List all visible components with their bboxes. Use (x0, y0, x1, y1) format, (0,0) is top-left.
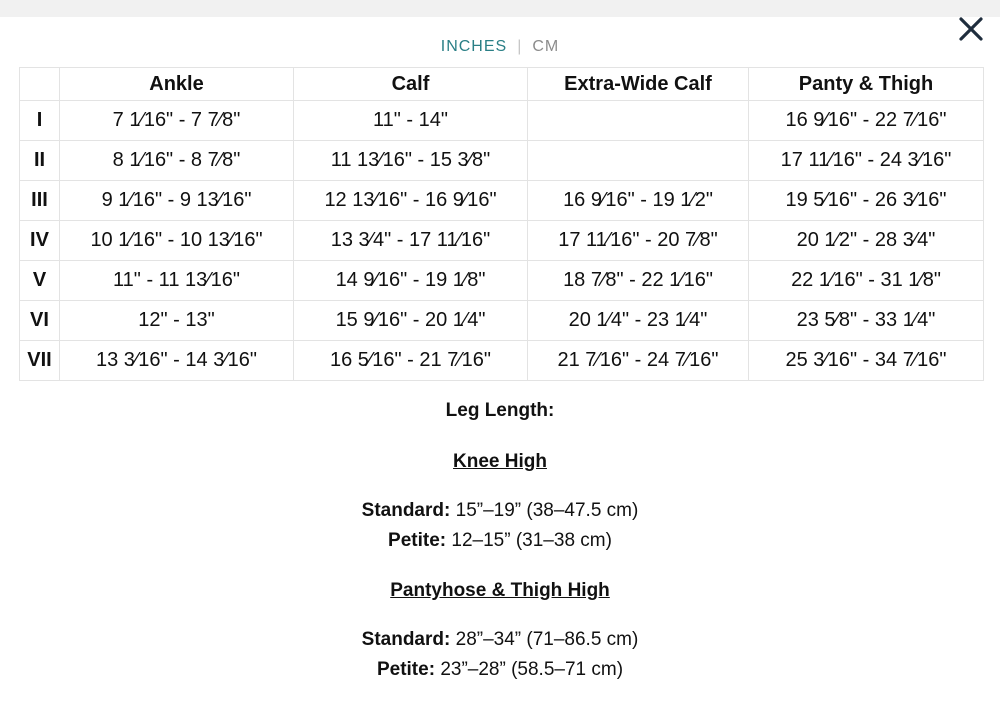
knee-high-heading: Knee High (453, 451, 547, 472)
table-cell: 18 7⁄8" - 22 1⁄16" (528, 261, 749, 301)
table-cell: 16 5⁄16" - 21 7⁄16" (294, 341, 528, 381)
table-row (20, 341, 984, 381)
table-row (20, 101, 984, 141)
table-row (20, 181, 984, 221)
pantyhose-thigh-high-heading: Pantyhose & Thigh High (390, 580, 610, 601)
size-label: IV (20, 221, 60, 261)
unit-cm-tab[interactable]: CM (532, 38, 560, 55)
table-cell: 15 9⁄16" - 20 1⁄4" (294, 301, 528, 341)
table-cell: 13 3⁄4" - 17 11⁄16" (294, 221, 528, 261)
table-cell: 17 11⁄16" - 20 7⁄8" (528, 221, 749, 261)
size-label: II (20, 141, 60, 181)
table-cell: 14 9⁄16" - 19 1⁄8" (294, 261, 528, 301)
size-chart-table (19, 67, 984, 381)
table-cell: 11" - 11 13⁄16" (60, 261, 294, 301)
leg-length-title: Leg Length: (445, 400, 555, 421)
table-cell: 19 5⁄16" - 26 3⁄16" (749, 181, 984, 221)
table-cell: 13 3⁄16" - 14 3⁄16" (60, 341, 294, 381)
table-cell: 9 1⁄16" - 9 13⁄16" (60, 181, 294, 221)
standard-value: 28”–34” (71–86.5 cm) (455, 629, 639, 650)
size-label: VII (20, 341, 60, 381)
top-strip (0, 0, 1000, 17)
table-cell: 20 1⁄2" - 28 3⁄4" (749, 221, 984, 261)
table-header-panty-thigh: Panty & Thigh (749, 68, 984, 101)
petite-value: 12–15” (31–38 cm) (451, 530, 612, 551)
table-cell: 7 1⁄16" - 7 7⁄8" (60, 101, 294, 141)
size-label: VI (20, 301, 60, 341)
table-cell: 22 1⁄16" - 31 1⁄8" (749, 261, 984, 301)
knee-high-standard (0, 500, 1000, 522)
petite-label: Petite: (376, 659, 436, 680)
table-header-row (20, 68, 984, 101)
standard-label: Standard: (361, 500, 451, 521)
table-header-calf: Calf (294, 68, 528, 101)
table-cell (528, 141, 749, 181)
table-row (20, 301, 984, 341)
table-row (20, 141, 984, 181)
table-row (20, 261, 984, 301)
standard-label: Standard: (361, 629, 451, 650)
table-header-extra-wide-calf: Extra-Wide Calf (528, 68, 749, 101)
table-row (20, 221, 984, 261)
table-cell: 25 3⁄16" - 34 7⁄16" (749, 341, 984, 381)
petite-value: 23”–28” (58.5–71 cm) (440, 659, 624, 680)
table-cell: 23 5⁄8" - 33 1⁄4" (749, 301, 984, 341)
table-cell: 17 11⁄16" - 24 3⁄16" (749, 141, 984, 181)
knee-high-petite (0, 530, 1000, 552)
pantyhose-petite (0, 659, 1000, 681)
table-cell: 11" - 14" (294, 101, 528, 141)
size-label: I (20, 101, 60, 141)
table-cell: 10 1⁄16" - 10 13⁄16" (60, 221, 294, 261)
table-header-ankle: Ankle (60, 68, 294, 101)
table-cell: 11 13⁄16" - 15 3⁄8" (294, 141, 528, 181)
petite-label: Petite: (388, 530, 447, 551)
table-cell: 12 13⁄16" - 16 9⁄16" (294, 181, 528, 221)
table-cell: 20 1⁄4" - 23 1⁄4" (528, 301, 749, 341)
unit-inches-tab[interactable]: INCHES (440, 38, 508, 55)
table-cell: 16 9⁄16" - 19 1⁄2" (528, 181, 749, 221)
table-cell (528, 101, 749, 141)
pantyhose-standard (0, 629, 1000, 651)
unit-toggle (0, 38, 1000, 56)
table-cell: 12" - 13" (60, 301, 294, 341)
table-header-corner (20, 68, 60, 101)
table-cell: 21 7⁄16" - 24 7⁄16" (528, 341, 749, 381)
table-cell: 8 1⁄16" - 8 7⁄8" (60, 141, 294, 181)
unit-separator: | (517, 38, 523, 55)
table-cell: 16 9⁄16" - 22 7⁄16" (749, 101, 984, 141)
size-label: III (20, 181, 60, 221)
standard-value: 15”–19” (38–47.5 cm) (455, 500, 639, 521)
size-label: V (20, 261, 60, 301)
